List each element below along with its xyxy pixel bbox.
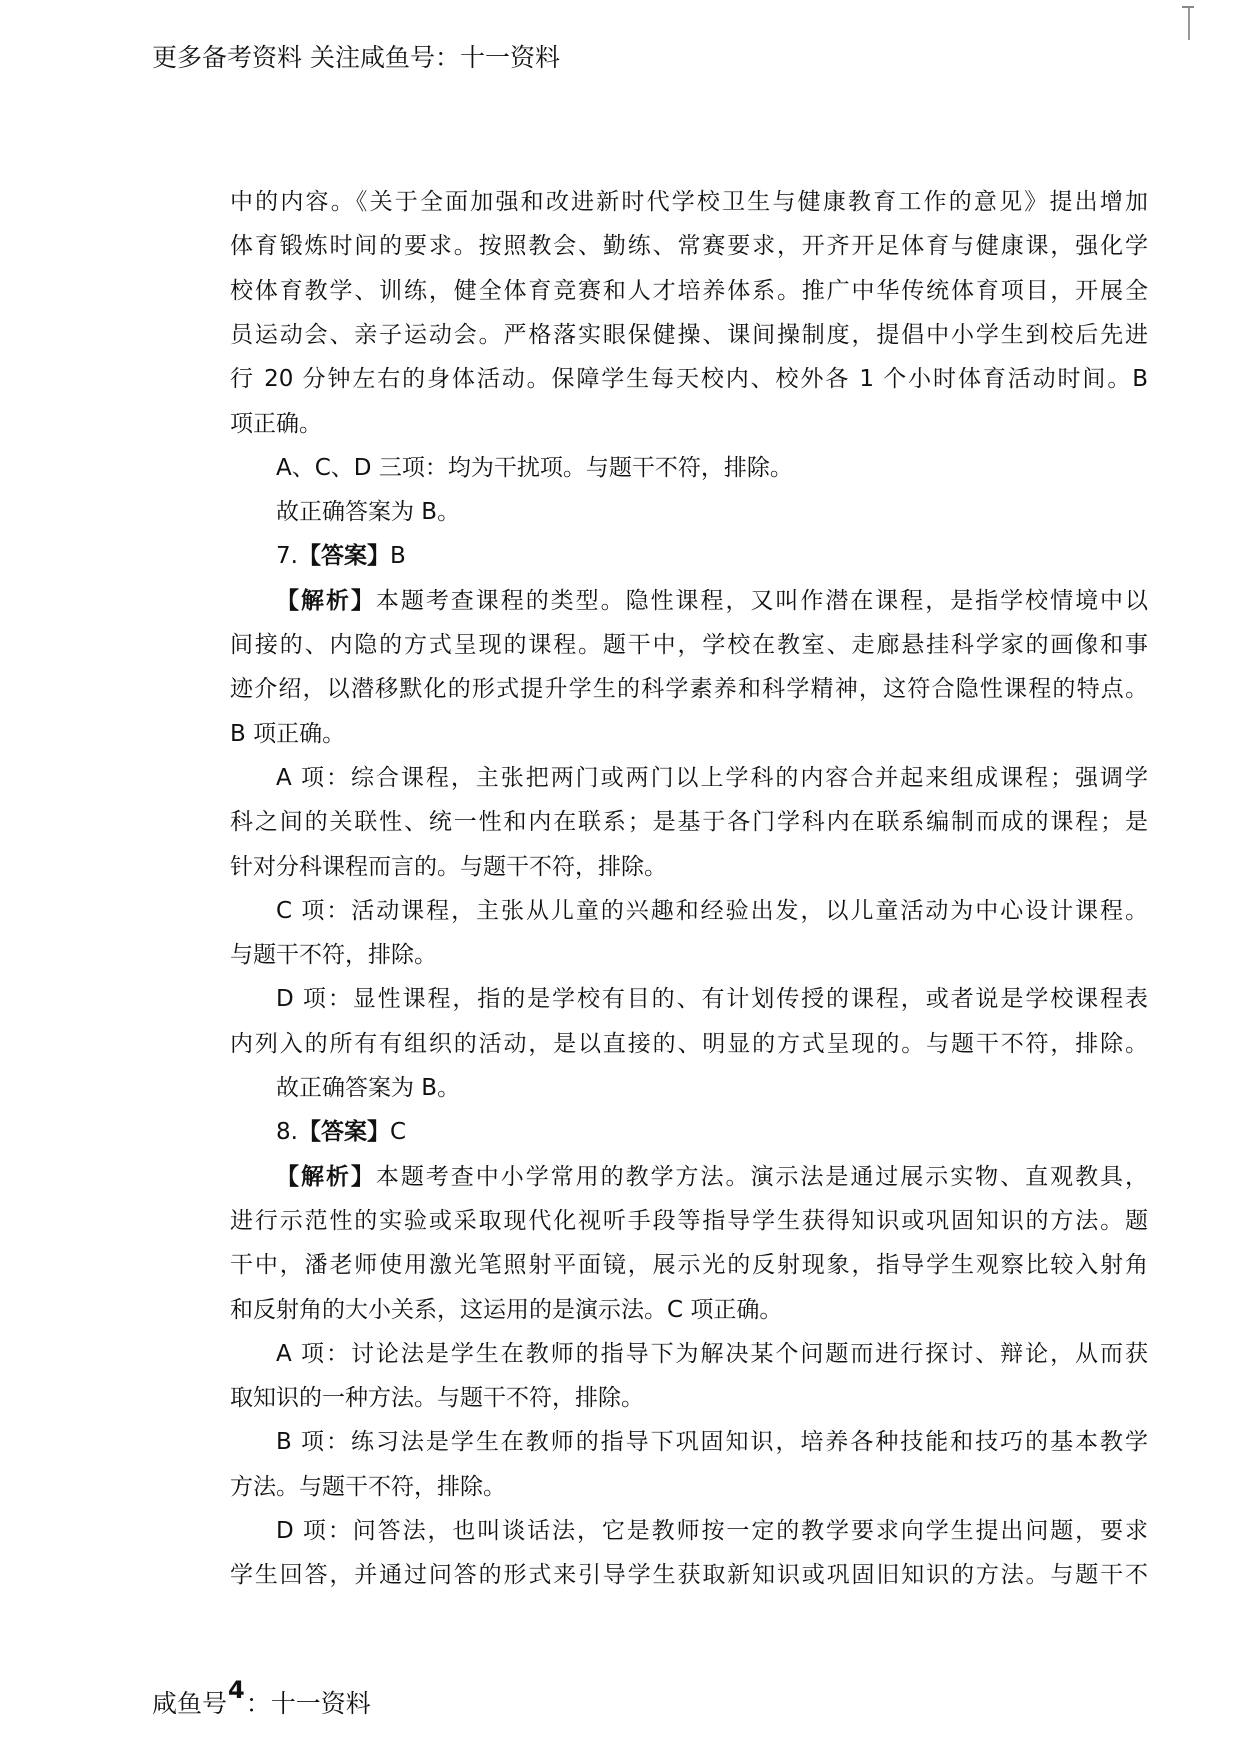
text-line [230, 1288, 1148, 1332]
line-text: 和反射角的大小关系，这运用的是演示法。C 项正确。 [230, 1296, 783, 1323]
line-text: 间接的、内隐的方式呈现的课程。题干中，学校在教室、走廊悬挂科学家的画像和事 [230, 632, 1148, 658]
text-line [230, 800, 1148, 844]
footer-right: ：十一资料 [245, 1689, 371, 1718]
text-line [230, 224, 1148, 268]
text-line [276, 1420, 1148, 1464]
line-text: C [389, 1119, 407, 1146]
line-text: D 项：问答法，也叫谈话法，它是教师按一定的教学要求向学生提出问题，要求 [276, 1518, 1148, 1544]
text-line [276, 1066, 1148, 1110]
line-text: A 项：综合课程，主张把两门或两门以上学科的内容合并起来组成课程；强调学 [276, 764, 1148, 791]
line-text: 迹介绍，以潜移默化的形式提升学生的科学素养和科学精神，这符合隐性课程的特点。 [230, 676, 1148, 703]
scan-corner-mark [1188, 6, 1190, 40]
text-line [276, 534, 1148, 578]
line-text: 中的内容。《关于全面加强和改进新时代学校卫生与健康教育工作的意见》提出增加 [230, 189, 1148, 215]
text-line [230, 313, 1148, 357]
question-number: 8. [276, 1119, 298, 1146]
text-line [230, 1243, 1148, 1287]
footer-left: 咸鱼号 [152, 1689, 228, 1718]
line-text: 本题考查中小学常用的教学方法。演示法是通过展示实物、直观教具， [375, 1163, 1149, 1190]
line-text: B 项正确。 [230, 720, 346, 747]
line-text: 方法。与题干不符，排除。 [230, 1473, 506, 1500]
text-line [276, 1509, 1148, 1553]
bold-label: 【解析】 [276, 587, 376, 614]
line-text: 学生回答，并通过问答的形式来引导学生获取新知识或巩固旧知识的方法。与题干不 [230, 1562, 1148, 1589]
line-text: 本题考查课程的类型。隐性课程，又叫作潜在课程，是指学校情境中以 [375, 587, 1149, 614]
line-text: 员运动会、亲子运动会。严格落实眼保健操、课间操制度，提倡中小学生到校后先进 [230, 321, 1148, 348]
text-line [276, 889, 1148, 933]
text-line [230, 845, 1148, 889]
question-number: 7. [276, 543, 298, 570]
text-line [230, 357, 1148, 401]
bold-label: 【答案】 [297, 1119, 390, 1146]
text-line [230, 1553, 1148, 1597]
text-line [276, 446, 1148, 490]
line-text: 校体育教学、训练，健全体育竞赛和人才培养体系。推广中华传统体育项目，开展全 [230, 277, 1148, 304]
text-line [276, 977, 1148, 1021]
text-line [230, 933, 1148, 977]
line-text: 内列入的所有有组织的活动，是以直接的、明显的方式呈现的。与题干不符，排除。 [230, 1030, 1148, 1057]
line-text: 科之间的关联性、统一性和内在联系；是基于各门学科内在联系编制而成的课程；是 [230, 809, 1148, 836]
text-line [276, 490, 1148, 534]
line-text: A、C、D 三项：均为干扰项。与题干不符，排除。 [276, 454, 793, 481]
line-text: 体育锻炼时间的要求。按照教会、勤练、常赛要求，开齐开足体育与健康课，强化学 [230, 233, 1148, 260]
line-text: A 项：讨论法是学生在教师的指导下为解决某个问题而进行探讨、辩论，从而获 [276, 1340, 1148, 1367]
text-line [276, 756, 1148, 800]
text-line [230, 1022, 1148, 1066]
page-number: 4 [228, 1676, 245, 1704]
text-line [230, 1376, 1148, 1420]
line-text: 取知识的一种方法。与题干不符，排除。 [230, 1385, 644, 1412]
line-text: 故正确答案为 B。 [276, 1075, 461, 1101]
line-text: 与题干不符，排除。 [230, 942, 437, 969]
text-line [276, 1155, 1148, 1199]
line-text: 针对分科课程而言的。与题干不符，排除。 [230, 853, 667, 880]
line-text: D 项：显性课程，指的是学校有目的、有计划传授的课程，或者说是学校课程表 [276, 986, 1148, 1013]
text-line [230, 402, 1148, 446]
text-line [230, 712, 1148, 756]
bold-label: 【答案】 [297, 543, 390, 570]
text-line [230, 1465, 1148, 1509]
text-line [230, 623, 1148, 667]
bold-label: 【解析】 [276, 1163, 376, 1190]
line-text: 项正确。 [230, 410, 322, 437]
line-text: 进行示范性的实验或采取现代化视听手段等指导学生获得知识或巩固知识的方法。题 [230, 1207, 1148, 1234]
text-line [276, 1110, 1148, 1154]
text-line [276, 1332, 1148, 1376]
line-text: 故正确答案为 B。 [276, 499, 461, 526]
line-text: 行 20 分钟左右的身体活动。保障学生每天校内、校外各 1 个小时体育活动时间。B [230, 366, 1148, 393]
line-text: B 项：练习法是学生在教师的指导下巩固知识，培养各种技能和技巧的基本教学 [276, 1429, 1148, 1456]
page-footer [152, 1676, 371, 1720]
line-text: B [389, 543, 406, 570]
text-line [230, 269, 1148, 313]
line-text: 干中，潘老师使用激光笔照射平面镜，展示光的反射现象，指导学生观察比较入射角 [230, 1252, 1148, 1279]
text-line [230, 667, 1148, 711]
page-header: 更多备考资料 关注咸鱼号：十一资料 [152, 43, 560, 72]
line-text: C 项：活动课程，主张从儿童的兴趣和经验出发，以儿童活动为中心设计课程。 [276, 897, 1148, 924]
text-line [230, 1199, 1148, 1243]
text-line [230, 180, 1148, 224]
text-line [276, 579, 1148, 623]
